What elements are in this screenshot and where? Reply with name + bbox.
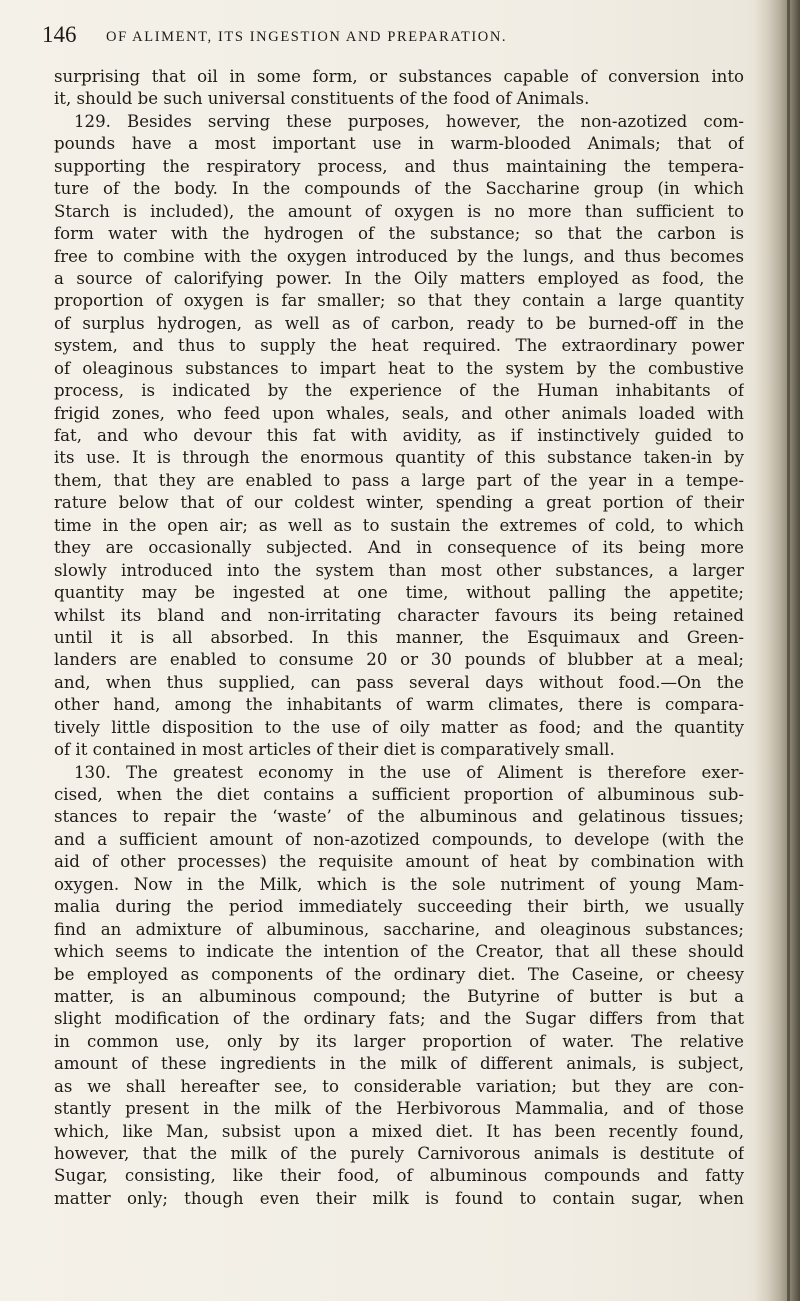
text-line: of oleaginous substances to impart heat to the system by the combustive	[54, 358, 744, 378]
text-line: rature below that of our coldest winter, spending a great portion of their	[54, 493, 744, 513]
text-line: slowly introduced into the system than most other substances, a larger	[54, 560, 744, 580]
text-line: fat, and who devour this fat with avidity, as if instinctively guided to	[54, 426, 744, 445]
text-line: stances to repair the ‘waste’ of the albuminous and gelatinous tissues;	[54, 807, 744, 827]
text-line: system, and thus to supply the heat required. The extraordinary power	[54, 336, 744, 356]
text-line: which seems to indicate the intention of the Creator, that all these should	[54, 942, 744, 962]
text-line: surprising that oil in some form, or substances capable of conversion into	[54, 67, 744, 86]
text-line: time in the open air; as well as to sustain the extremes of cold, to which	[54, 515, 744, 535]
page-header	[42, 20, 742, 52]
text-line: which, like Man, subsist upon a mixed diet. It has been recently found,	[54, 1121, 744, 1141]
text-line: and a sufficient amount of non-azotized compounds, to develope (with the	[54, 829, 744, 849]
text-line: cised, when the diet contains a sufficient proportion of albuminous sub-	[54, 785, 744, 804]
text-line: of it contained in most articles of their diet is comparatively small.	[54, 740, 615, 760]
text-line: proportion of oxygen is far smaller; so that they contain a large quantity	[54, 291, 744, 311]
text-line: however, that the milk of the purely Carnivorous animals is destitute of	[54, 1144, 744, 1163]
text-line: process, is indicated by the experience of the Human inhabitants of	[54, 381, 744, 401]
binding-edge	[787, 0, 790, 1301]
text-line: frigid zones, who feed upon whales, seals, and other animals loaded with	[54, 403, 744, 423]
text-line: slight modification of the ordinary fats; and the Sugar differs from that	[54, 1009, 744, 1029]
text-line: free to combine with the oxygen introduced by the lungs, and thus becomes	[54, 246, 744, 266]
text-line: it, should be such universal constituents of the food of Animals.	[54, 89, 590, 109]
text-line: a source of calorifying power. In the Oily matters employed as food, the	[54, 268, 744, 288]
text-line: be employed as components of the ordinary diet. The Caseine, or cheesy	[54, 964, 744, 984]
text-line: matter, is an albuminous compound; the Butyrine of butter is but a	[54, 986, 744, 1006]
text-line: quantity may be ingested at one time, without palling the appetite;	[54, 583, 744, 603]
running-title: OF ALIMENT, ITS INGESTION AND PREPARATION.	[106, 29, 508, 45]
body-text	[54, 66, 744, 1210]
text-line: pounds have a most important use in warm-blooded Animals; that of	[54, 134, 744, 154]
text-line: of surplus hydrogen, as well as of carbon, ready to be burned-off in the	[54, 313, 744, 333]
text-line: oxygen. Now in the Milk, which is the sole nutriment of young Mam-	[54, 874, 744, 894]
text-line: they are occasionally subjected. And in consequence of its being more	[54, 538, 744, 558]
text-line: and, when thus supplied, can pass several days without food.—On the	[54, 672, 744, 692]
text-line: malia during the period immediately succeeding their birth, we usually	[54, 897, 744, 917]
paragraph-130-start: 130. The greatest economy in the use of Aliment is therefore exer-	[74, 762, 744, 782]
text-line: matter only; though even their milk is found to contain sugar, when	[54, 1188, 744, 1208]
text-line: in common use, only by its larger proportion of water. The relative	[54, 1031, 744, 1051]
text-line: ture of the body. In the compounds of the Saccharine group (in which	[54, 179, 744, 199]
text-line: amount of these ingredients in the milk of different animals, is subject,	[54, 1054, 744, 1074]
text-line: its use. It is through the enormous quantity of this substance taken-in by	[54, 448, 744, 468]
text-line: landers are enabled to consume 20 or 30 pounds of blubber at a meal;	[54, 650, 744, 670]
page-number: 146	[42, 22, 77, 47]
text-line: stantly present in the milk of the Herbivorous Mammalia, and of those	[54, 1099, 744, 1119]
text-line: form water with the hydrogen of the substance; so that the carbon is	[54, 224, 744, 244]
text-line: Starch is included), the amount of oxygen is no more than sufficient to	[54, 201, 744, 221]
text-line: find an admixture of albuminous, saccharine, and oleaginous substances;	[54, 919, 744, 939]
text-line: whilst its bland and non-irritating character favours its being retained	[54, 605, 744, 625]
text-line: other hand, among the inhabitants of warm climates, there is compara-	[54, 695, 744, 715]
text-line: aid of other processes) the requisite amount of heat by combination with	[54, 852, 744, 872]
text-line: them, that they are enabled to pass a large part of the year in a tempe-	[54, 470, 744, 490]
book-spine-shadow	[754, 0, 800, 1301]
text-line: supporting the respiratory process, and thus maintaining the tempera-	[54, 156, 744, 176]
text-line: Sugar, consisting, like their food, of albuminous compounds and fatty	[54, 1166, 744, 1186]
text-line: tively little disposition to the use of oily matter as food; and the quantity	[54, 717, 744, 737]
text-line: until it is all absorbed. In this manner, the Esquimaux and Green-	[54, 627, 744, 647]
text-line: as we shall hereafter see, to considerable variation; but they are con-	[54, 1076, 744, 1096]
paragraph-129-start: 129. Besides serving these purposes, however, the non-azotized com-	[74, 111, 744, 131]
